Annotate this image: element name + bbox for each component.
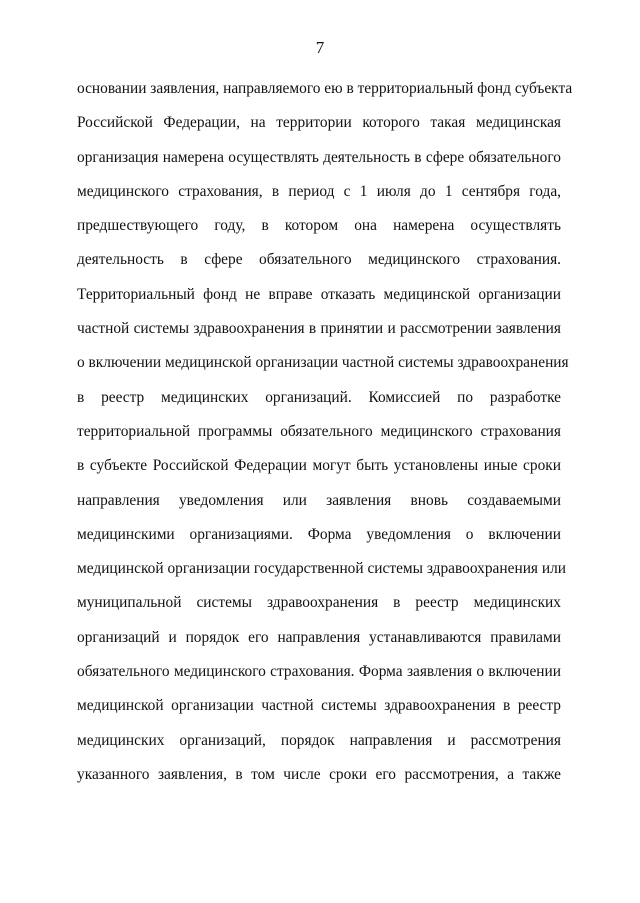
text-line: медицинских организаций, порядок направления и рассмотрения [77,731,561,749]
text-line: деятельность в сфере обязательного медицинского страхования. [77,251,561,269]
text-line: указанного заявления, в том числе сроки его рассмотрения, а также [77,765,561,783]
text-line: обязательного медицинского страхования. Форма заявления о включении [77,663,561,681]
text-line: в реестр медицинских организаций. Комиссией по разработке [77,388,561,406]
text-line: организация намерена осуществлять деятельность в сфере обязательного [77,148,561,166]
text-line: о включении медицинской организации частной системы здравоохранения [77,354,569,372]
text-line: в субъекте Российской Федерации могут быть установлены иные сроки [77,457,561,475]
document-body [77,76,573,796]
text-line: предшествующего году, в котором она намерена осуществлять [77,217,561,235]
text-line: муниципальной системы здравоохранения в реестр медицинских [77,594,561,612]
text-line: медицинского страхования, в период с 1 июля до 1 сентября года, [77,182,561,200]
text-line: медицинскими организациями. Форма уведомления о включении [77,525,561,543]
text-line: частной системы здравоохранения в принятии и рассмотрении заявления [77,320,561,338]
page-number: 7 [315,38,325,57]
text-line: основании заявления, направляемого ею в территориальный фонд субъекта [77,80,573,97]
text-line: медицинской организации частной системы здравоохранения в реестр [77,697,561,715]
text-line: территориальной программы обязательного медицинского страхования [77,422,561,440]
text-line: Российской Федерации, на территории которого такая медицинская [77,114,561,132]
text-line: медицинской организации государственной системы здравоохранения или [77,560,567,578]
text-line: Территориальный фонд не вправе отказать медицинской организации [77,285,561,303]
text-line: организаций и порядок его направления устанавливаются правилами [77,628,561,646]
text-line: направления уведомления или заявления вновь создаваемыми [77,491,561,509]
